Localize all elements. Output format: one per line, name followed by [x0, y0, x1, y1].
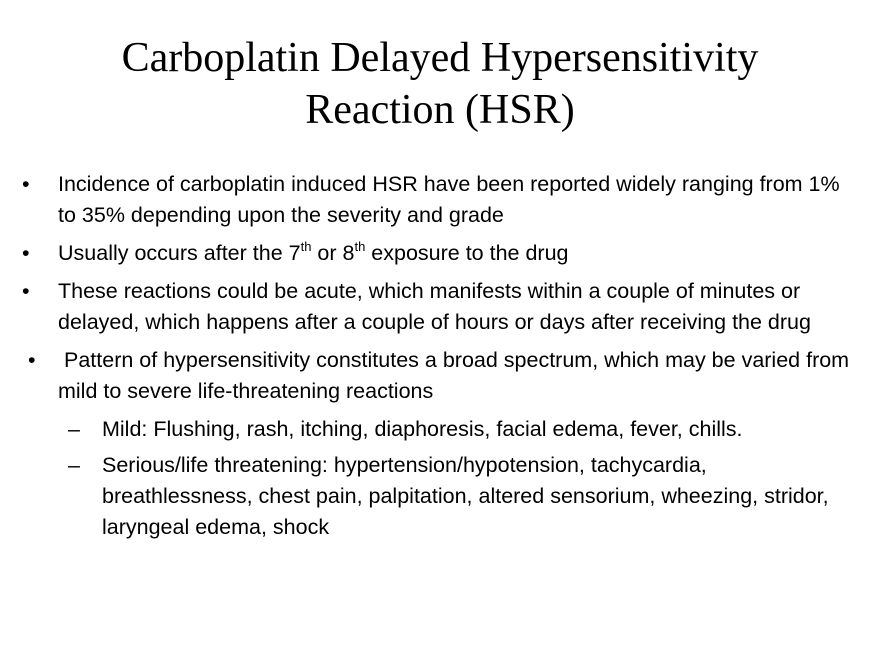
sub-bullet-mild: – Mild: Flushing, rash, itching, diaphoresis, facial edema, fever, chills.: [22, 414, 862, 445]
bullet-onset: • These reactions could be acute, which manifests within a couple of minutes or delayed, which happens after a couple of hours or days after receiving the drug: [22, 276, 862, 338]
bullet-list: [22, 169, 862, 548]
bullet-pattern: • Pattern of hypersensitivity constitutes a broad spectrum, which may be varied from mild to severe life-threatening reactions: [22, 345, 862, 407]
bullet-exposure-text-3: exposure to the drug: [365, 241, 569, 265]
slide-title: [40, 32, 840, 136]
title-line-2: Reaction (HSR): [305, 87, 575, 133]
bullet-exposure-text-1: Usually occurs after the 7: [58, 241, 301, 265]
bullet-incidence: • Incidence of carboplatin induced HSR have been reported widely ranging from 1% to 35% depending upon the severity and grade: [22, 169, 862, 231]
superscript-th-2: th: [354, 239, 366, 254]
bullet-exposure: [22, 238, 862, 269]
sub-bullet-serious: – Serious/life threatening: hypertension/hypotension, tachycardia, breathlessness, chest pain, palpitation, altered sensorium, wheezing, stridor, laryngeal edema, shock: [22, 450, 862, 543]
superscript-th-1: th: [300, 239, 312, 254]
bullet-exposure-text-2: or 8: [311, 241, 355, 265]
title-line-1: Carboplatin Delayed Hypersensitivity: [121, 35, 759, 81]
